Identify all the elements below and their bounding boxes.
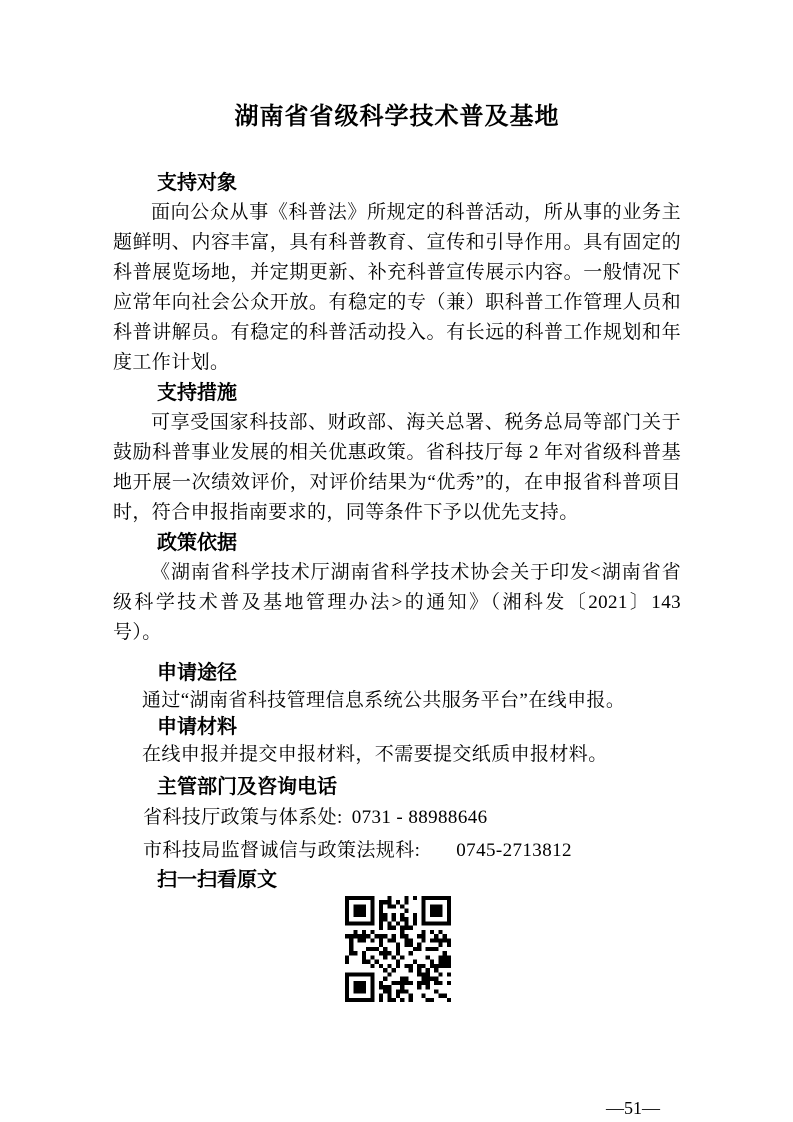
section-heading-support-target: 支持对象 (157, 172, 237, 194)
section-heading-application-channel: 申请途径 (157, 662, 237, 684)
qr-code (345, 896, 451, 1002)
contact-row-provincial (113, 801, 681, 834)
page-title: 湖南省省级科学技术普及基地 (234, 104, 560, 130)
contact-row-municipal (113, 834, 681, 867)
qr-code-image (345, 896, 451, 1002)
section-heading-application-materials: 申请材料 (157, 716, 237, 738)
contact-phone-municipal: 0745-2713812 (456, 840, 572, 861)
section-heading-support-measures: 支持措施 (157, 382, 237, 404)
section-heading-policy-basis: 政策依据 (157, 532, 237, 554)
section-body-policy-basis: 《湖南省科学技术厅湖南省科学技术协会关于印发<湖南省省级科学技术普及基地管理办法>的通知》（湘科发〔2021〕143 号）。 (113, 562, 681, 643)
section-heading-contact-department: 主管部门及咨询电话 (157, 776, 337, 798)
document-content (113, 97, 681, 1118)
section-body-application-materials: 在线申报并提交申报材料，不需要提交纸质申报材料。 (142, 744, 608, 765)
section-heading-scan-original: 扫一扫看原文 (157, 869, 277, 891)
contact-phone-provincial: 0731 - 88988646 (351, 807, 488, 828)
contact-label-municipal: 市科技局监督诚信与政策法规科: (143, 840, 421, 861)
section-body-support-target: 面向公众从事《科普法》所规定的科普活动，所从事的业务主题鲜明、内容丰富，具有科普教育、宣传和引导作用。具有固定的科普展览场地，并定期更新、补充科普宣传展示内容。一般情况下应常年向社会公众开放。有稳定的专（兼）职科普工作管理人员和科普讲解员。有稳定的科普活动投入。有长远的科普工作规划和年度工作计划。 (113, 202, 681, 373)
section-body-application-channel: 通过“湖南省科技管理信息系统公共服务平台”在线申报。 (142, 690, 626, 711)
page-number: —51— (606, 1098, 660, 1118)
section-body-support-measures: 可享受国家科技部、财政部、海关总署、税务总局等部门关于鼓励科普事业发展的相关优惠政策。省科技厅每 2 年对省级科普基地开展一次绩效评价，对评价结果为“优秀”的，在申报省科普项目时，符合申报指南要求的，同等条件下予以优先支持。 (113, 412, 681, 523)
contact-label-provincial: 省科技厅政策与体系处: (143, 807, 343, 828)
